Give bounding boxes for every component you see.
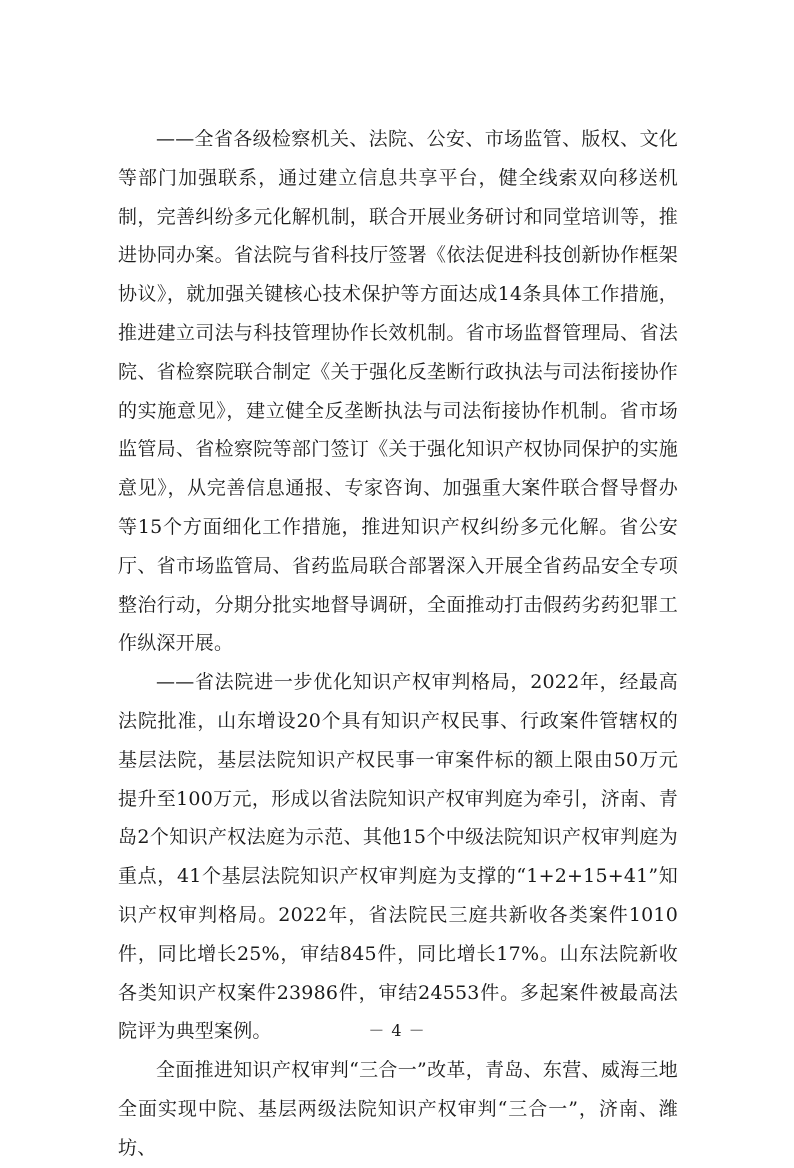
body-text (118, 120, 678, 1168)
page-number: － 4 － (368, 1021, 426, 1040)
paragraph-court-structure: ——省法院进一步优化知识产权审判格局，2022年，经最高法院批准，山东增设20个具有知识产权民事、行政案件管辖权的基层法院，基层法院知识产权民事一审案件标的额上限由50万元提升至100万元，形成以省法院知识产权审判庭为牵引，济南、青岛2个知识产权法庭为示范、其他15个中级法院知识产权审判庭为重点，41个基层法院知识产权审判庭为支撑的“1+2+15+41”知识产权审判格局。2022年，省法院民三庭共新收各类案件1010件，同比增长25%，审结845件，同比增长17%。山东法院新收各类知识产权案件23986件，审结24553件。多起案件被最高法院评为典型案例。 (118, 671, 678, 1043)
paragraph-three-in-one-reform: 全面推进知识产权审判“三合一”改革，青岛、东营、威海三地全面实现中院、基层两级法院知识产权审判“三合一”，济南、潍坊、 (118, 1059, 678, 1159)
paragraph-collaboration: ——全省各级检察机关、法院、公安、市场监管、版权、文化等部门加强联系，通过建立信息共享平台，健全线索双向移送机制，完善纠纷多元化解机制，联合开展业务研讨和同堂培训等，推进协同办案。省法院与省科技厅签署《依法促进科技创新协作框架协议》，就加强关键核心技术保护等方面达成14条具体工作措施，推进建立司法与科技管理协作长效机制。省市场监督管理局、省法院、省检察院联合制定《关于强化反垄断行政执法与司法衔接协作的实施意见》，建立健全反垄断执法与司法衔接协作机制。省市场监管局、省检察院等部门签订《关于强化知识产权协同保护的实施意见》，从完善信息通报、专家咨询、加强重大案件联合督导督办等15个方面细化工作措施，推进知识产权纠纷多元化解。省公安厅、省市场监管局、省药监局联合部署深入开展全省药品安全专项整治行动，分期分批实地督导调研，全面推动打击假药劣药犯罪工作纵深开展。 (118, 128, 678, 655)
